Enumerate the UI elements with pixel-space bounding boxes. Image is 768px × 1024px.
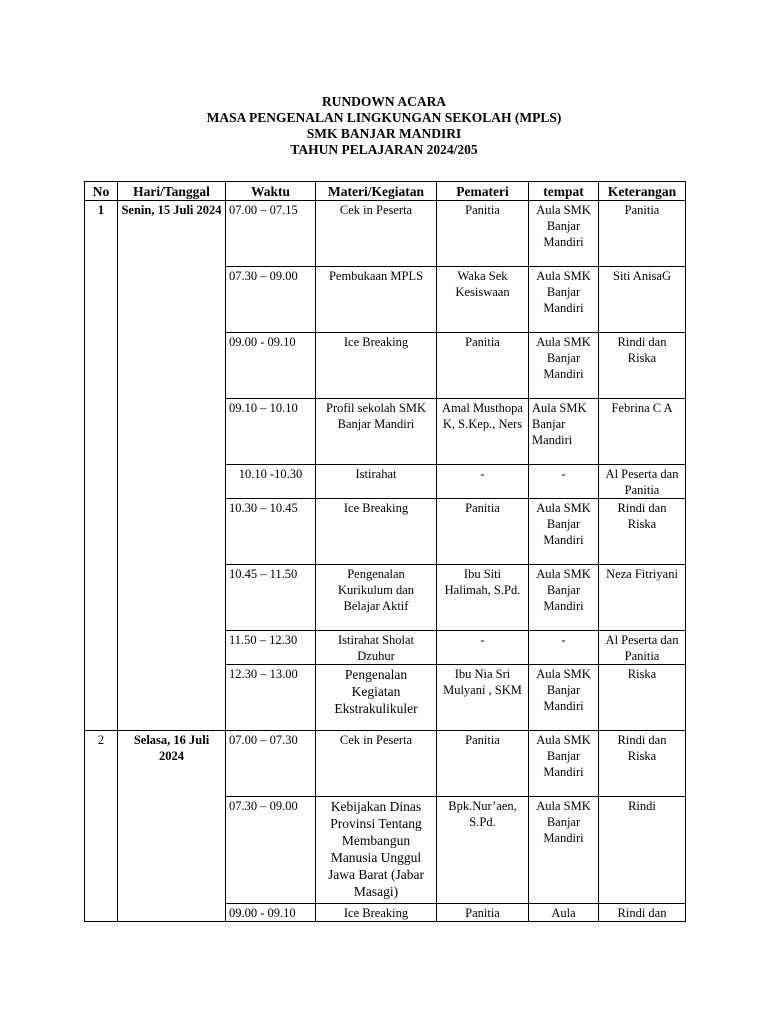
note-cell: Panitia — [599, 201, 686, 267]
activity-cell: Istirahat — [316, 465, 437, 499]
speaker-cell: Panitia — [437, 731, 529, 797]
header-speaker: Pemateri — [437, 182, 529, 201]
header-place: tempat — [529, 182, 599, 201]
place-cell: Aula SMK Banjar Mandiri — [529, 665, 599, 731]
day2-date: Selasa, 16 Juli 2024 — [118, 731, 226, 922]
header-activity: Materi/Kegiatan — [316, 182, 437, 201]
place-cell: Aula — [529, 904, 599, 922]
place-cell: - — [529, 465, 599, 499]
time-cell: 10.10 -10.30 — [226, 465, 316, 499]
time-cell: 10.30 – 10.45 — [226, 499, 316, 565]
speaker-cell: Waka Sek Kesiswaan — [437, 267, 529, 333]
note-cell: Rindi dan Riska — [599, 333, 686, 399]
time-cell: 12.30 – 13.00 — [226, 665, 316, 731]
activity-cell: Profil sekolah SMK Banjar Mandiri — [316, 399, 437, 465]
activity-cell: Istirahat Sholat Dzuhur — [316, 631, 437, 665]
place-cell: - — [529, 631, 599, 665]
time-cell: 10.45 – 11.50 — [226, 565, 316, 631]
speaker-cell: - — [437, 631, 529, 665]
time-cell: 07.00 – 07.15 — [226, 201, 316, 267]
speaker-cell: Ibu Siti Halimah, S.Pd. — [437, 565, 529, 631]
table-row — [85, 731, 686, 797]
place-cell: Aula SMK Banjar Mandiri — [529, 201, 599, 267]
activity-cell: Ice Breaking — [316, 904, 437, 922]
activity-cell: Pembukaan MPLS — [316, 267, 437, 333]
speaker-cell: Amal Musthopa K, S.Kep., Ners — [437, 399, 529, 465]
note-cell: Rindi dan Riska — [599, 731, 686, 797]
time-cell: 09.00 - 09.10 — [226, 333, 316, 399]
place-cell: Aula SMK Banjar Mandiri — [529, 499, 599, 565]
title-line-2: MASA PENGENALAN LINGKUNGAN SEKOLAH (MPLS) — [206, 110, 562, 125]
activity-cell: Kebijakan Dinas Provinsi Tentang Membangun Manusia Unggul Jawa Barat (Jabar Masagi) — [316, 797, 437, 904]
place-cell: Aula SMK Banjar Mandiri — [529, 267, 599, 333]
activity-cell: Pengenalan Kegiatan Ekstrakulikuler — [316, 665, 437, 731]
time-cell: 07.30 – 09.00 — [226, 797, 316, 904]
speaker-cell: Bpk.Nur’aen, S.Pd. — [437, 797, 529, 904]
activity-cell: Ice Breaking — [316, 499, 437, 565]
note-cell: Riska — [599, 665, 686, 731]
activity-cell: Cek in Peserta — [316, 201, 437, 267]
activity-cell: Pengenalan Kurikulum dan Belajar Aktif — [316, 565, 437, 631]
table-header-row — [85, 182, 686, 201]
day1-no: 1 — [85, 201, 118, 731]
title-line-4: TAHUN PELAJARAN 2024/205 — [290, 142, 478, 157]
time-cell: 09.00 - 09.10 — [226, 904, 316, 922]
note-cell: Siti AnisaG — [599, 267, 686, 333]
place-cell: Aula SMK Banjar Mandiri — [529, 333, 599, 399]
speaker-cell: Panitia — [437, 201, 529, 267]
day1-date: Senin, 15 Juli 2024 — [118, 201, 226, 731]
time-cell: 07.30 – 09.00 — [226, 267, 316, 333]
place-cell: Aula SMK Banjar Mandiri — [529, 797, 599, 904]
note-cell: Al Peserta dan Panitia — [599, 631, 686, 665]
time-cell: 11.50 – 12.30 — [226, 631, 316, 665]
note-cell: Al Peserta dan Panitia — [599, 465, 686, 499]
place-cell: Aula SMK Banjar Mandiri — [529, 565, 599, 631]
rundown-table — [84, 181, 686, 922]
note-cell: Neza Fitriyani — [599, 565, 686, 631]
title-line-1: RUNDOWN ACARA — [321, 94, 447, 109]
header-no: No — [85, 182, 118, 201]
time-cell: 07.00 – 07.30 — [226, 731, 316, 797]
time-cell: 09.10 – 10.10 — [226, 399, 316, 465]
speaker-cell: Ibu Nia Sri Mulyani , SKM — [437, 665, 529, 731]
note-cell: Rindi dan — [599, 904, 686, 922]
activity-cell: Cek in Peserta — [316, 731, 437, 797]
activity-cell: Ice Breaking — [316, 333, 437, 399]
header-date: Hari/Tanggal — [118, 182, 226, 201]
title-line-3: SMK BANJAR MANDIRI — [306, 126, 462, 141]
note-cell: Febrina C A — [599, 399, 686, 465]
document-title — [0, 94, 768, 158]
place-cell: Aula SMK Banjar Mandiri — [529, 731, 599, 797]
day2-no: 2 — [85, 731, 118, 922]
speaker-cell: Panitia — [437, 333, 529, 399]
speaker-cell: Panitia — [437, 499, 529, 565]
speaker-cell: - — [437, 465, 529, 499]
speaker-cell: Panitia — [437, 904, 529, 922]
table-row — [85, 201, 686, 267]
header-note: Keterangan — [599, 182, 686, 201]
place-cell: Aula SMK Banjar Mandiri — [529, 399, 599, 465]
header-time: Waktu — [226, 182, 316, 201]
note-cell: Rindi dan Riska — [599, 499, 686, 565]
note-cell: Rindi — [599, 797, 686, 904]
